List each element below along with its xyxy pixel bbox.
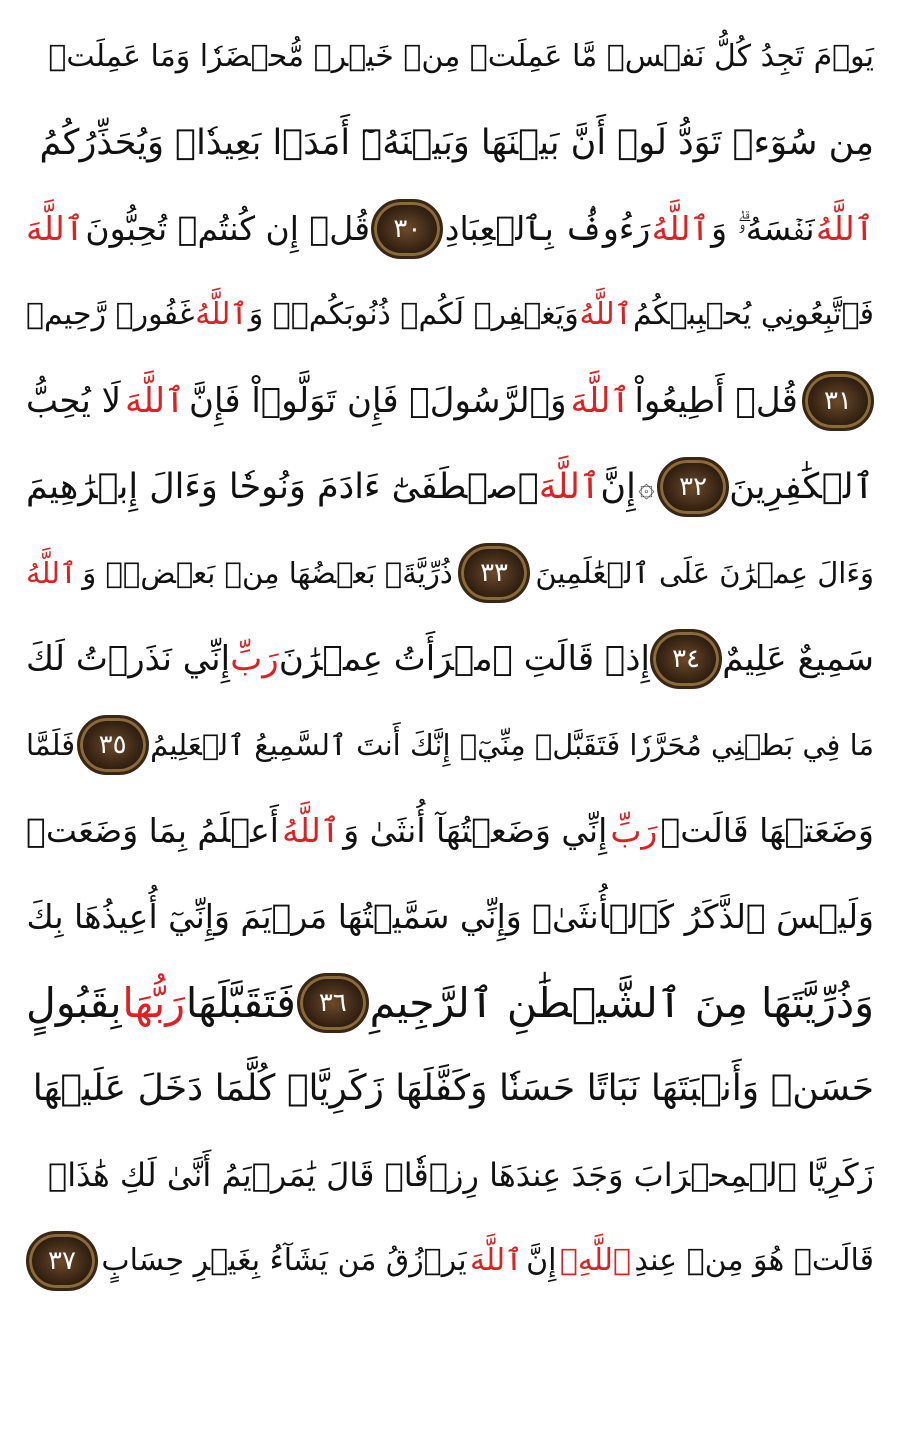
- verse-text: فَلَمَّا: [26, 728, 76, 762]
- verse-text: وَذُرِّيَّتَهَا مِنَ ٱلشَّيۡطَٰنِ ٱلرَّجِيمِ: [369, 979, 874, 1027]
- verse-text: إِنَّ: [526, 1243, 557, 1278]
- verse-text: وَٱلرَّسُولَۖ فَإِن تَوَلَّوۡاْ فَإِنَّ: [189, 381, 567, 421]
- verse-text: مِن سُوٓءٖ تَوَدُّ لَوۡ أَنَّ بَيۡنَهَا وَبَيۡنَهُۥٓ أَمَدَۢا بَعِيدٗاۗ وَيُحَذِّرُكُمُ: [39, 123, 874, 163]
- verse-line: [26, 1046, 874, 1132]
- ayah-number-marker: ٣١: [802, 371, 874, 431]
- divine-name: ٱللَّهُ: [26, 556, 78, 590]
- verse-line: [26, 358, 874, 444]
- verse-text: وَلَيۡسَ ٱلذَّكَرُ كَٱلۡأُنثَىٰۖ وَإِنِّي سَمَّيۡتُهَا مَرۡيَمَ وَإِنِّيٓ أُعِيذُهَا بِكَ: [26, 897, 874, 936]
- verse-line: [26, 1218, 874, 1304]
- ayah-number-marker: ٣٢: [657, 457, 729, 517]
- divine-name: ٱللَّهُ: [651, 209, 710, 248]
- ayah-number-marker: ٣٠: [371, 199, 443, 259]
- verse-text: إِنِّي نَذَرۡتُ لَكَ: [26, 639, 231, 679]
- ayah-number-marker: ٣٥: [77, 715, 149, 775]
- ayah-number-marker: ٣٧: [26, 1231, 98, 1291]
- hizb-star-icon: ۞: [638, 470, 655, 503]
- verse-line: [26, 14, 874, 100]
- divine-name: ٱللَّهَ: [26, 209, 85, 248]
- verse-text: قَالَتۡ هُوَ مِنۡ عِندِ: [634, 1243, 874, 1278]
- divine-name: ٱللَّهَ: [538, 467, 601, 507]
- verse-text: زَكَرِيَّا ٱلۡمِحۡرَابَ وَجَدَ عِندَهَا رِزۡقٗاۖ قَالَ يَٰمَرۡيَمُ أَنَّىٰ لَكِ هَٰذَاۖ: [47, 1156, 874, 1194]
- verse-text: غَفُورٞ رَّحِيمٞ: [26, 297, 195, 332]
- verse-text: حَسَنٖ وَأَنۢبَتَهَا نَبَاتًا حَسَنٗا وَكَفَّلَهَا زَكَرِيَّاۖ كُلَّمَا دَخَلَ عَلَيۡهَا: [32, 1068, 874, 1109]
- verse-text: لَا يُحِبُّ: [26, 381, 122, 421]
- verse-text: قُلۡ أَطِيعُواْ: [634, 381, 798, 421]
- verse-text: قُلۡ إِن كُنتُمۡ تُحِبُّونَ: [85, 209, 370, 248]
- verse-line: [26, 186, 874, 272]
- divine-name: رَبِّ: [230, 639, 279, 679]
- verse-text: ٱصۡطَفَىٰٓ ءَادَمَ وَنُوحٗا وَءَالَ إِبۡرَٰهِيمَ: [26, 467, 539, 507]
- verse-text: فَتَقَبَّلَهَا: [185, 979, 296, 1027]
- verse-line: [26, 530, 874, 616]
- ayah-number-marker: ٣٤: [650, 629, 722, 689]
- divine-name: رَبُّهَا: [122, 979, 185, 1027]
- verse-text: وَيَغۡفِرۡ لَكُمۡ ذُنُوبَكُمۡۚ وَ: [248, 297, 579, 332]
- divine-name: ٱللَّهَ: [469, 1243, 523, 1278]
- ayah-number-marker: ٣٦: [297, 973, 369, 1033]
- verse-line: [26, 874, 874, 960]
- verse-text: بِقَبُولٍ: [26, 979, 122, 1027]
- verse-line: [26, 100, 874, 186]
- verse-text: وَءَالَ عِمۡرَٰنَ عَلَى ٱلۡعَٰلَمِينَ: [535, 556, 874, 590]
- divine-name: ٱللَّهُ: [815, 209, 874, 248]
- verse-text: وَضَعَتۡهَا قَالَتۡ: [660, 811, 874, 850]
- verse-line: [26, 702, 874, 788]
- divine-name: ٱللَّهَ: [570, 381, 631, 421]
- verse-line: [26, 1132, 874, 1218]
- divine-name: ٱللَّهِۖ: [559, 1243, 631, 1278]
- verse-text: ٱلۡكَٰفِرِينَ: [729, 467, 874, 507]
- verse-text: يَوۡمَ تَجِدُ كُلُّ نَفۡسٖ مَّا عَمِلَتۡ مِنۡ خَيۡرٖ مُّحۡضَرٗا وَمَا عَمِلَتۡ: [48, 39, 874, 74]
- verse-line: [26, 272, 874, 358]
- verse-line: [26, 444, 874, 530]
- verse-text: إِذۡ قَالَتِ ٱمۡرَأَتُ عِمۡرَٰنَ: [278, 639, 650, 679]
- verse-text: سَمِيعٌ عَلِيمٌ: [722, 639, 874, 679]
- verse-text: رَءُوفُۢ بِٱلۡعِبَادِ: [444, 209, 651, 248]
- verse-text: ذُرِّيَّةَۢ بَعۡضُهَا مِنۢ بَعۡضٖۗ وَ: [82, 556, 453, 590]
- divine-name: ٱللَّهَ: [125, 381, 185, 421]
- verse-line: [26, 960, 874, 1046]
- verse-text: مَا فِي بَطۡنِي مُحَرَّرٗا فَتَقَبَّلۡ مِنِّيٓۖ إِنَّكَ أَنتَ ٱلسَّمِيعُ ٱلۡعَلِيمُ: [150, 728, 874, 762]
- divine-name: ٱللَّهُ: [195, 297, 248, 332]
- verse-text: نَفۡسَهُۥۗ وَ: [711, 209, 815, 248]
- divine-name: رَبِّ: [610, 811, 658, 850]
- verse-line: [26, 616, 874, 702]
- verse-text: أَعۡلَمُ بِمَا وَضَعَتۡ: [26, 811, 279, 850]
- verse-text: يَرۡزُقُ مَن يَشَآءُ بِغَيۡرِ حِسَابٍ: [101, 1243, 467, 1278]
- verse-text: فَٱتَّبِعُونِي يُحۡبِبۡكُمُ: [633, 297, 874, 332]
- verse-line: [26, 788, 874, 874]
- verse-text: إِنِّي وَضَعۡتُهَآ أُنثَىٰ وَ: [343, 811, 608, 850]
- divine-name: ٱللَّهُ: [579, 297, 633, 332]
- verse-text: إِنَّ: [600, 467, 636, 507]
- ayah-number-marker: ٣٣: [458, 543, 530, 603]
- divine-name: ٱللَّهُ: [282, 811, 341, 850]
